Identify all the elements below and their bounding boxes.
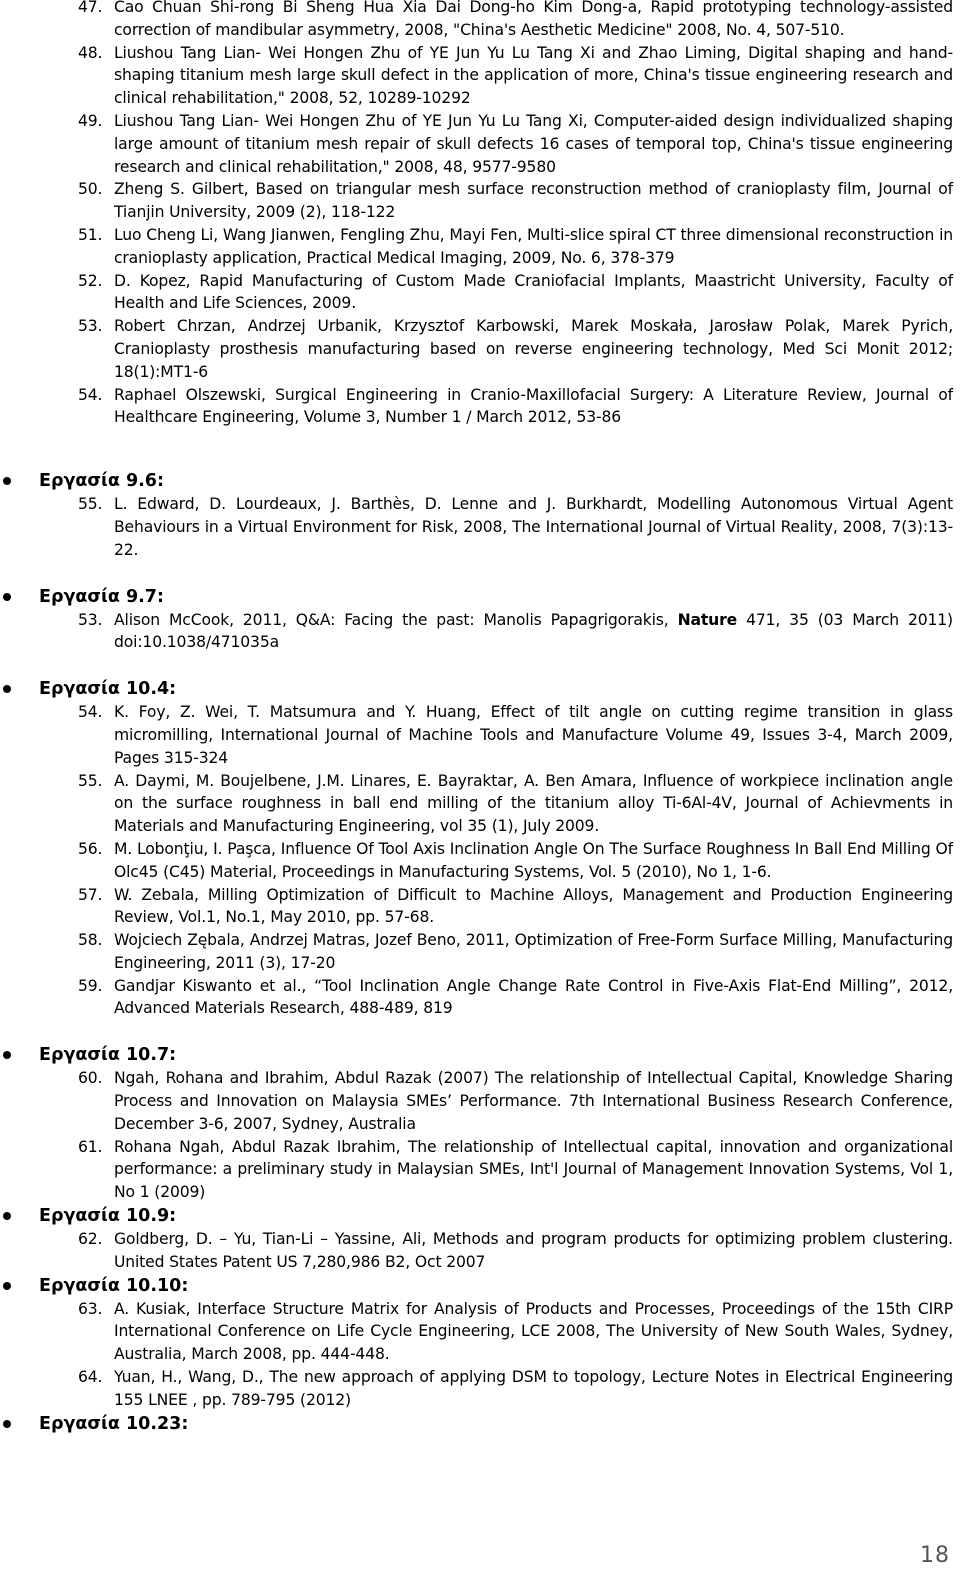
reference-item <box>0 1067 960 1135</box>
reference-number: 64. <box>78 1368 103 1387</box>
section-title: Εργασία 10.9: <box>39 1206 177 1227</box>
reference-item <box>0 110 960 178</box>
reference-number: 60. <box>78 1069 103 1088</box>
section-heading <box>0 469 960 493</box>
section-title: Εργασία 9.7: <box>39 586 164 607</box>
reference-number: 59. <box>78 976 103 995</box>
reference-number: 53. <box>78 317 103 336</box>
reference-item <box>0 270 960 316</box>
reference-text: Goldberg, D. – Yu, Tian-Li – Yassine, Ali, Methods and program products for optimizing problem clustering. United States Patent US 7,280,986 B2, Oct 2007 <box>114 1230 953 1271</box>
section-title: Εργασία 10.10: <box>39 1275 189 1296</box>
section-heading <box>0 1274 960 1298</box>
reference-text: Gandjar Kiswanto et al., “Tool Inclination Angle Change Rate Control in Five-Axis Flat-End Milling”, 2012, Advanced Materials Research, 488-489, 819 <box>114 976 953 1018</box>
reference-item <box>0 1366 960 1412</box>
reference-text: K. Foy, Z. Wei, T. Matsumura and Y. Huang, Effect of tilt angle on cutting regime transition in glass micromilling, International Journal of Machine Tools and Manufacture Volume 49, Issues 3-4, March 2009, Pages 315-324 <box>114 703 953 767</box>
reference-text: W. Zebala, Milling Optimization of Difficult to Machine Alloys, Management and Production Engineering Review, Vol.1, No.1, May 2010, pp. 57-68. <box>114 885 953 927</box>
section-title: Εργασία 9.6: <box>39 471 164 492</box>
reference-item <box>0 178 960 224</box>
reference-item <box>0 609 960 655</box>
bullet-icon <box>3 477 11 485</box>
reference-text: Liushou Tang Lian- Wei Hongen Zhu of YE Jun Yu Lu Tang Xi, Computer-aided design individualized shaping large amount of titanium mesh repair of skull defects 16 cases of temporal top, China's tissue engineering research and clinical rehabilitation," 2008, 48, 9577-9580 <box>114 111 953 176</box>
reference-text: Alison McCook, 2011, Q&A: Facing the past: Manolis Papagrigorakis, <box>114 610 678 629</box>
reference-text: Ngah, Rohana and Ibrahim, Abdul Razak (2007) The relationship of Intellectual Capital, Knowledge Sharing Process and Innovation on Malaysia SMEs’ Performance. 7th International Business Research Conference, December 3-6, 2007, Sydney, Australia <box>114 1069 953 1133</box>
reference-text: Robert Chrzan, Andrzej Urbanik, Krzysztof Karbowski, Marek Moskała, Jarosław Polak, Marek Pyrich, Cranioplasty prosthesis manufacturing based on reverse engineering technology, Med Sci Monit 2012; 18(1):MT1-6 <box>114 317 953 381</box>
reference-item <box>0 701 960 769</box>
reference-number: 63. <box>78 1299 103 1318</box>
reference-text: A. Daymi, M. Boujelbene, J.M. Linares, E. Bayraktar, A. Ben Amara, Influence of workpiece inclination angle on the surface roughness in ball end milling of the titanium alloy Ti-6Al-4V, Journal of Achievments in Materials and Manufacturing Engineering, vol 35 (1), July 2009. <box>114 771 953 836</box>
section-heading <box>0 1412 960 1436</box>
reference-number: 51. <box>78 225 103 244</box>
reference-number: 58. <box>78 931 103 950</box>
reference-number: 54. <box>78 703 103 722</box>
reference-number: 53. <box>78 610 103 629</box>
journal-name: Nature <box>677 610 738 629</box>
reference-text: D. Kopez, Rapid Manufacturing of Custom Made Craniofacial Implants, Maastricht University, Faculty of Health and Life Sciences, 2009. <box>114 271 953 313</box>
section-heading <box>0 585 960 609</box>
section-title: Εργασία 10.23: <box>39 1413 189 1434</box>
reference-number: 56. <box>78 839 103 858</box>
reference-item <box>0 42 960 110</box>
reference-text: Wojciech Zębala, Andrzej Matras, Jozef Beno, 2011, Optimization of Free-Form Surface Milling, Manufacturing Engineering, 2011 (3), 17-20 <box>114 931 953 972</box>
reference-number: 54. <box>78 385 103 404</box>
reference-number: 50. <box>78 180 103 199</box>
reference-text: Rohana Ngah, Abdul Razak Ibrahim, The relationship of Intellectual capital, innovation and organizational performance: a preliminary study in Malaysian SMEs, Int'l Journal of Management Innovation Systems, Vol 1, No 1 (2009) <box>114 1137 953 1202</box>
reference-item <box>0 1298 960 1366</box>
reference-text: Cao Chuan Shi-rong Bi Sheng Hua Xia Dai Dong-ho Kim Dong-a, Rapid prototyping technology-assisted correction of mandibular asymmetry, 2008, "China's Aesthetic Medicine" 2008, No. 4, 507-510. <box>114 0 953 39</box>
reference-item <box>0 929 960 975</box>
reference-number: 61. <box>78 1137 103 1156</box>
reference-item <box>0 975 960 1021</box>
reference-number: 57. <box>78 885 103 904</box>
reference-item <box>0 838 960 884</box>
bullet-icon <box>3 1420 11 1428</box>
reference-text: 471, 35 (03 March 2011) doi:10.1038/471035a <box>114 610 953 652</box>
section-title: Εργασία 10.7: <box>39 1045 177 1066</box>
reference-item <box>0 384 960 430</box>
reference-number: 48. <box>78 43 103 62</box>
reference-text: Zheng S. Gilbert, Based on triangular mesh surface reconstruction method of cranioplasty film, Journal of Tianjin University, 2009 (2), 118-122 <box>114 180 953 222</box>
section-title: Εργασία 10.4: <box>39 679 177 700</box>
reference-item <box>0 770 960 838</box>
section-heading <box>0 1204 960 1228</box>
bullet-icon <box>3 1282 11 1290</box>
reference-item <box>0 1136 960 1204</box>
reference-number: 49. <box>78 111 103 130</box>
reference-number: 62. <box>78 1230 103 1249</box>
reference-item <box>0 224 960 270</box>
bullet-icon <box>3 685 11 693</box>
reference-text: Liushou Tang Lian- Wei Hongen Zhu of YE Jun Yu Lu Tang Xi and Zhao Liming, Digital shaping and hand-shaping titanium mesh large skull defect in the application of more, China's tissue engineering research and clinical rehabilitation," 2008, 52, 10289-10292 <box>114 43 953 108</box>
reference-number: 55. <box>78 495 103 514</box>
reference-text: A. Kusiak, Interface Structure Matrix for Analysis of Products and Processes, Proceedings of the 15th CIRP International Conference on Life Cycle Engineering, LCE 2008, The University of New South Wales, Sydney, Australia, March 2008, pp. 444-448. <box>114 1299 953 1364</box>
bullet-icon <box>3 593 11 601</box>
reference-text: M. Lobonţiu, I. Paşca, Influence Of Tool Axis Inclination Angle On The Surface Roughness In Ball End Milling Of Olc45 (C45) Material, Proceedings in Manufacturing Systems, Vol. 5 (2010), No 1, 1-6. <box>114 839 953 881</box>
reference-item <box>0 0 960 42</box>
reference-number: 52. <box>78 271 103 290</box>
reference-item <box>0 493 960 561</box>
reference-item <box>0 315 960 383</box>
section-heading <box>0 1043 960 1067</box>
reference-text: Yuan, H., Wang, D., The new approach of applying DSM to topology, Lecture Notes in Electrical Engineering 155 LNEE , pp. 789-795 (2012) <box>114 1368 953 1409</box>
reference-item <box>0 884 960 930</box>
bullet-icon <box>3 1051 11 1059</box>
reference-text: Raphael Olszewski, Surgical Engineering in Cranio-Maxillofacial Surgery: A Literature Review, Journal of Healthcare Engineering, Volume 3, Number 1 / March 2012, 53-86 <box>114 385 953 427</box>
bullet-icon <box>3 1212 11 1220</box>
reference-number: 47. <box>78 0 103 16</box>
reference-text: Luo Cheng Li, Wang Jianwen, Fengling Zhu, Mayi Fen, Multi-slice spiral CT three dimensional reconstruction in cranioplasty application, Practical Medical Imaging, 2009, No. 6, 378-379 <box>114 225 953 267</box>
section-heading <box>0 677 960 701</box>
page-number: 18 <box>920 1543 950 1568</box>
reference-number: 55. <box>78 771 103 790</box>
reference-item <box>0 1228 960 1274</box>
reference-text: L. Edward, D. Lourdeaux, J. Barthès, D. Lenne and J. Burkhardt, Modelling Autonomous Virtual Agent Behaviours in a Virtual Environment for Risk, 2008, The International Journal of Virtual Reality, 2008, 7(3):13-22. <box>114 495 953 559</box>
